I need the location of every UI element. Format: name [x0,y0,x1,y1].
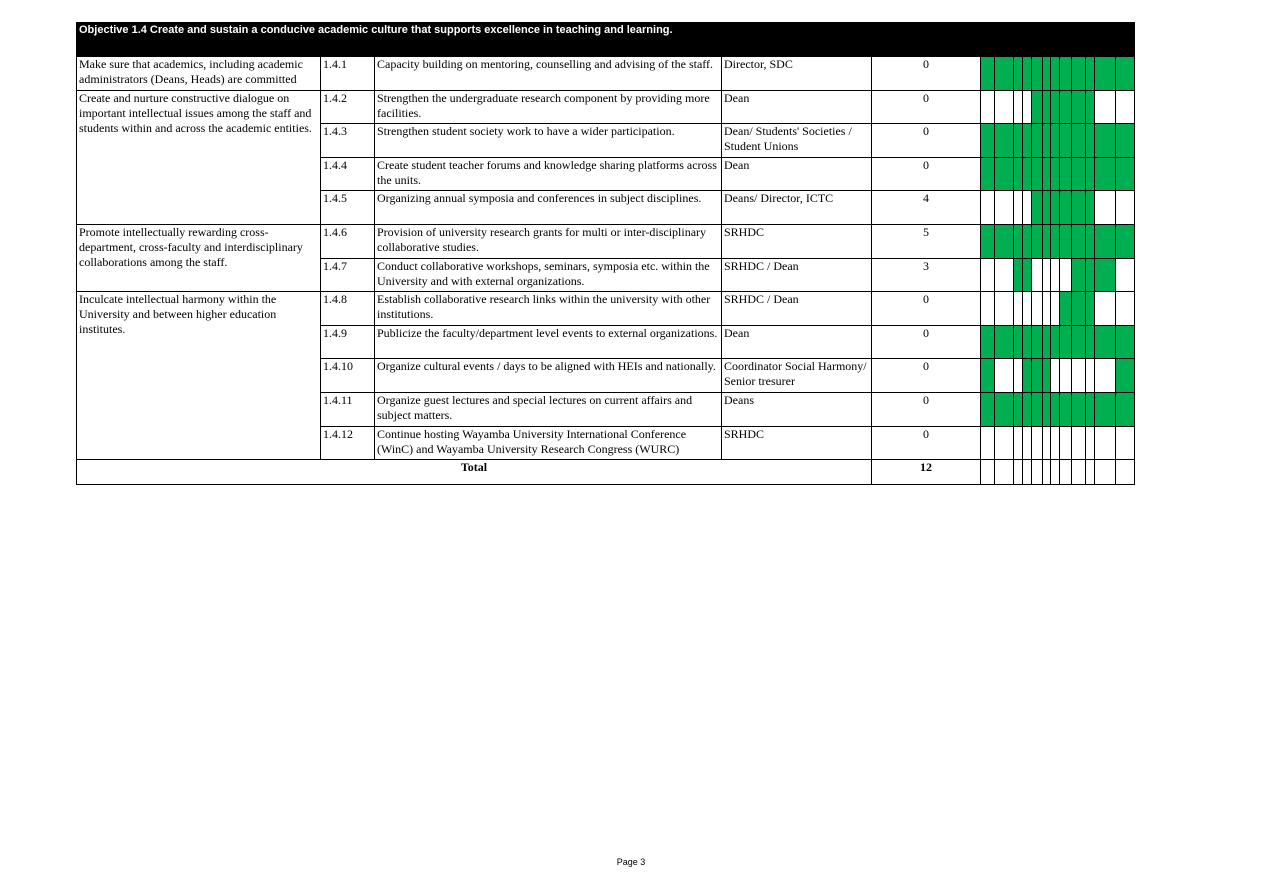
responsible-party: Dean [722,157,872,191]
schedule-cell [1043,426,1051,460]
activity-description: Conduct collaborative workshops, seminars, symposia etc. within the University and with external organizations. [375,258,722,292]
responsible-party: Deans/ Director, ICTC [722,191,872,225]
schedule-cell-active [981,224,995,258]
schedule-cell-active [1032,325,1043,359]
schedule-cell-active [1060,57,1072,91]
schedule-cell [995,258,1014,292]
schedule-cell [1060,426,1072,460]
activity-value: 0 [872,292,981,326]
schedule-cell-active [1072,224,1086,258]
schedule-cell-active [1116,224,1135,258]
activity-value: 0 [872,325,981,359]
schedule-cell [1095,460,1116,485]
activity-code: 1.4.11 [321,392,375,426]
schedule-cell [981,426,995,460]
schedule-cell [1014,292,1023,326]
schedule-cell-active [1051,392,1060,426]
schedule-cell-active [1023,124,1032,158]
schedule-cell-active [995,124,1014,158]
schedule-cell-active [981,359,995,393]
schedule-cell-active [1072,325,1086,359]
schedule-cell-active [1060,124,1072,158]
schedule-cell-active [1060,90,1072,124]
schedule-cell [1095,292,1116,326]
schedule-cell-active [995,224,1014,258]
schedule-cell-active [1043,57,1051,91]
schedule-cell-active [1086,124,1095,158]
schedule-cell [1043,258,1051,292]
schedule-cell-active [1095,157,1116,191]
activity-value: 0 [872,90,981,124]
responsible-party: Deans [722,392,872,426]
schedule-cell [1014,90,1023,124]
schedule-cell-active [1051,90,1060,124]
schedule-cell-active [1072,90,1086,124]
schedule-cell-active [1086,57,1095,91]
schedule-cell [995,359,1014,393]
activity-value: 3 [872,258,981,292]
activity-description: Strengthen student society work to have a wider participation. [375,124,722,158]
schedule-cell [1095,191,1116,225]
activity-description: Organizing annual symposia and conferences in subject disciplines. [375,191,722,225]
schedule-cell [1116,426,1135,460]
schedule-cell-active [1043,124,1051,158]
total-row [77,460,1135,485]
activity-description: Publicize the faculty/department level events to external organizations. [375,325,722,359]
schedule-cell-active [1095,392,1116,426]
activity-description: Create student teacher forums and knowledge sharing platforms across the units. [375,157,722,191]
schedule-cell-active [1051,224,1060,258]
schedule-cell [1014,191,1023,225]
schedule-cell [995,426,1014,460]
schedule-cell-active [1116,57,1135,91]
table-row [77,292,1135,326]
activity-code: 1.4.5 [321,191,375,225]
schedule-cell-active [1032,392,1043,426]
schedule-cell-active [1072,57,1086,91]
responsible-party: SRHDC / Dean [722,292,872,326]
responsible-party: Director, SDC [722,57,872,91]
responsible-party: SRHDC [722,426,872,460]
activity-value: 4 [872,191,981,225]
schedule-cell-active [1051,325,1060,359]
schedule-cell-active [1043,359,1051,393]
schedule-cell-active [1060,224,1072,258]
activity-description: Capacity building on mentoring, counselling and advising of the staff. [375,57,722,91]
schedule-cell-active [1014,124,1023,158]
schedule-cell [981,460,995,485]
strategy-cell: Promote intellectually rewarding cross-department, cross-faculty and interdisciplinary collaborations among the staff. [77,224,321,291]
schedule-cell [981,292,995,326]
total-label: Total [77,460,872,485]
schedule-cell [1014,460,1023,485]
schedule-cell-active [1043,157,1051,191]
schedule-cell-active [995,157,1014,191]
schedule-cell [1032,258,1043,292]
activity-code: 1.4.7 [321,258,375,292]
schedule-cell-active [1043,191,1051,225]
activity-description: Strengthen the undergraduate research component by providing more facilities. [375,90,722,124]
activity-description: Organize cultural events / days to be aligned with HEIs and nationally. [375,359,722,393]
schedule-cell-active [1060,392,1072,426]
table-row [77,224,1135,258]
schedule-cell-active [981,392,995,426]
schedule-cell [1116,292,1135,326]
activity-description: Organize guest lectures and special lectures on current affairs and subject matters. [375,392,722,426]
activity-description: Continue hosting Wayamba University International Conference (WinC) and Wayamba University Research Congress (WURC) [375,426,722,460]
schedule-cell [981,90,995,124]
schedule-cell [995,460,1014,485]
strategy-cell: Create and nurture constructive dialogue on important intellectual issues among the staff and students within and across the academic entities. [77,90,321,224]
schedule-cell-active [1032,359,1043,393]
schedule-cell-active [1086,258,1095,292]
schedule-cell-active [995,325,1014,359]
schedule-cell-active [1051,124,1060,158]
activity-code: 1.4.2 [321,90,375,124]
strategy-cell: Make sure that academics, including academic administrators (Deans, Heads) are committed [77,57,321,91]
schedule-cell-active [1051,157,1060,191]
schedule-cell-active [1072,157,1086,191]
activity-code: 1.4.1 [321,57,375,91]
activity-value: 0 [872,157,981,191]
schedule-cell-active [1032,57,1043,91]
schedule-cell-active [1023,57,1032,91]
schedule-cell [995,292,1014,326]
schedule-cell-active [1060,292,1072,326]
schedule-cell [1051,426,1060,460]
schedule-cell-active [1086,292,1095,326]
schedule-cell-active [1032,157,1043,191]
schedule-cell-active [1060,157,1072,191]
schedule-cell [1023,90,1032,124]
schedule-cell [1060,258,1072,292]
schedule-cell-active [1023,325,1032,359]
schedule-cell [1116,90,1135,124]
schedule-cell [1043,460,1051,485]
schedule-cell [1023,426,1032,460]
schedule-cell-active [1060,191,1072,225]
schedule-cell [1060,359,1072,393]
schedule-cell-active [1032,191,1043,225]
schedule-cell [981,258,995,292]
schedule-cell-active [1095,325,1116,359]
schedule-cell [1051,258,1060,292]
activity-code: 1.4.9 [321,325,375,359]
schedule-cell-active [1095,124,1116,158]
schedule-cell-active [1116,325,1135,359]
schedule-cell [1023,460,1032,485]
schedule-cell-active [1086,157,1095,191]
objective-header-row [77,23,1135,57]
schedule-cell [1072,460,1086,485]
table-row [77,57,1135,91]
schedule-cell [1072,359,1086,393]
schedule-cell [981,191,995,225]
responsible-party: SRHDC [722,224,872,258]
activity-value: 0 [872,124,981,158]
activity-code: 1.4.3 [321,124,375,158]
schedule-cell-active [1095,57,1116,91]
responsible-party: Coordinator Social Harmony/ Senior tresurer [722,359,872,393]
schedule-cell-active [981,124,995,158]
schedule-cell-active [1116,124,1135,158]
schedule-cell-active [981,157,995,191]
activity-value: 5 [872,224,981,258]
schedule-cell-active [1072,124,1086,158]
schedule-cell-active [1043,392,1051,426]
schedule-cell-active [1023,224,1032,258]
activity-value: 0 [872,392,981,426]
schedule-cell-active [1060,325,1072,359]
strategy-cell: Inculcate intellectual harmony within the University and between higher education institutes. [77,292,321,460]
schedule-cell [1043,292,1051,326]
responsible-party: Dean [722,90,872,124]
activity-description: Establish collaborative research links within the university with other institutions. [375,292,722,326]
schedule-cell [1032,292,1043,326]
schedule-cell-active [1032,224,1043,258]
schedule-cell-active [1086,224,1095,258]
schedule-cell-active [1095,224,1116,258]
schedule-cell-active [1072,258,1086,292]
activity-value: 0 [872,359,981,393]
schedule-cell [1116,258,1135,292]
schedule-cell [1032,460,1043,485]
responsible-party: SRHDC / Dean [722,258,872,292]
schedule-cell-active [1014,157,1023,191]
schedule-cell-active [1043,325,1051,359]
schedule-cell-active [1051,191,1060,225]
responsible-party: Dean [722,325,872,359]
schedule-cell-active [1086,191,1095,225]
activity-code: 1.4.8 [321,292,375,326]
action-plan-table [76,22,1135,485]
schedule-cell [1086,426,1095,460]
schedule-cell-active [1116,392,1135,426]
total-value: 12 [872,460,981,485]
activity-description: Provision of university research grants for multi or inter-disciplinary collaborative studies. [375,224,722,258]
schedule-cell-active [1086,325,1095,359]
schedule-cell [1014,426,1023,460]
schedule-cell [995,90,1014,124]
schedule-cell-active [1032,124,1043,158]
schedule-cell-active [1095,258,1116,292]
schedule-cell-active [1023,392,1032,426]
schedule-cell-active [1014,57,1023,91]
table-row [77,90,1135,124]
schedule-cell-active [1086,392,1095,426]
schedule-cell-active [1014,392,1023,426]
schedule-cell-active [1116,157,1135,191]
schedule-cell [1086,460,1095,485]
responsible-party: Dean/ Students' Societies / Student Unions [722,124,872,158]
schedule-cell-active [1116,359,1135,393]
schedule-cell [1116,191,1135,225]
schedule-cell-active [1032,90,1043,124]
schedule-cell [995,191,1014,225]
schedule-cell [1072,426,1086,460]
schedule-cell [1032,426,1043,460]
schedule-cell-active [1086,90,1095,124]
schedule-cell-active [1043,90,1051,124]
schedule-cell-active [995,392,1014,426]
objective-title: Objective 1.4 Create and sustain a conducive academic culture that supports excellence in teaching and learning. [77,23,981,57]
schedule-cell [1116,460,1135,485]
schedule-cell-active [1043,224,1051,258]
schedule-cell [1060,460,1072,485]
activity-code: 1.4.4 [321,157,375,191]
schedule-cell [1051,359,1060,393]
schedule-cell [1023,292,1032,326]
schedule-cell-active [1072,392,1086,426]
schedule-cell [1095,90,1116,124]
schedule-cell [1086,359,1095,393]
schedule-cell [1051,460,1060,485]
activity-code: 1.4.10 [321,359,375,393]
schedule-cell-active [1072,292,1086,326]
schedule-cell-active [1023,258,1032,292]
schedule-cell-active [1023,359,1032,393]
schedule-cell-active [1014,258,1023,292]
schedule-cell [1014,359,1023,393]
schedule-cell [1023,191,1032,225]
schedule-cell-active [981,57,995,91]
schedule-cell-active [981,325,995,359]
schedule-cell-active [1051,57,1060,91]
schedule-cell-active [1014,224,1023,258]
schedule-cell-active [995,57,1014,91]
activity-value: 0 [872,426,981,460]
schedule-cell [1095,426,1116,460]
activity-value: 0 [872,57,981,91]
schedule-cell [1095,359,1116,393]
page-number: Page 3 [616,857,646,867]
schedule-cell-active [1023,157,1032,191]
schedule-cell [1051,292,1060,326]
activity-code: 1.4.6 [321,224,375,258]
schedule-cell-active [1014,325,1023,359]
schedule-header [981,23,1135,57]
schedule-cell-active [1072,191,1086,225]
activity-code: 1.4.12 [321,426,375,460]
